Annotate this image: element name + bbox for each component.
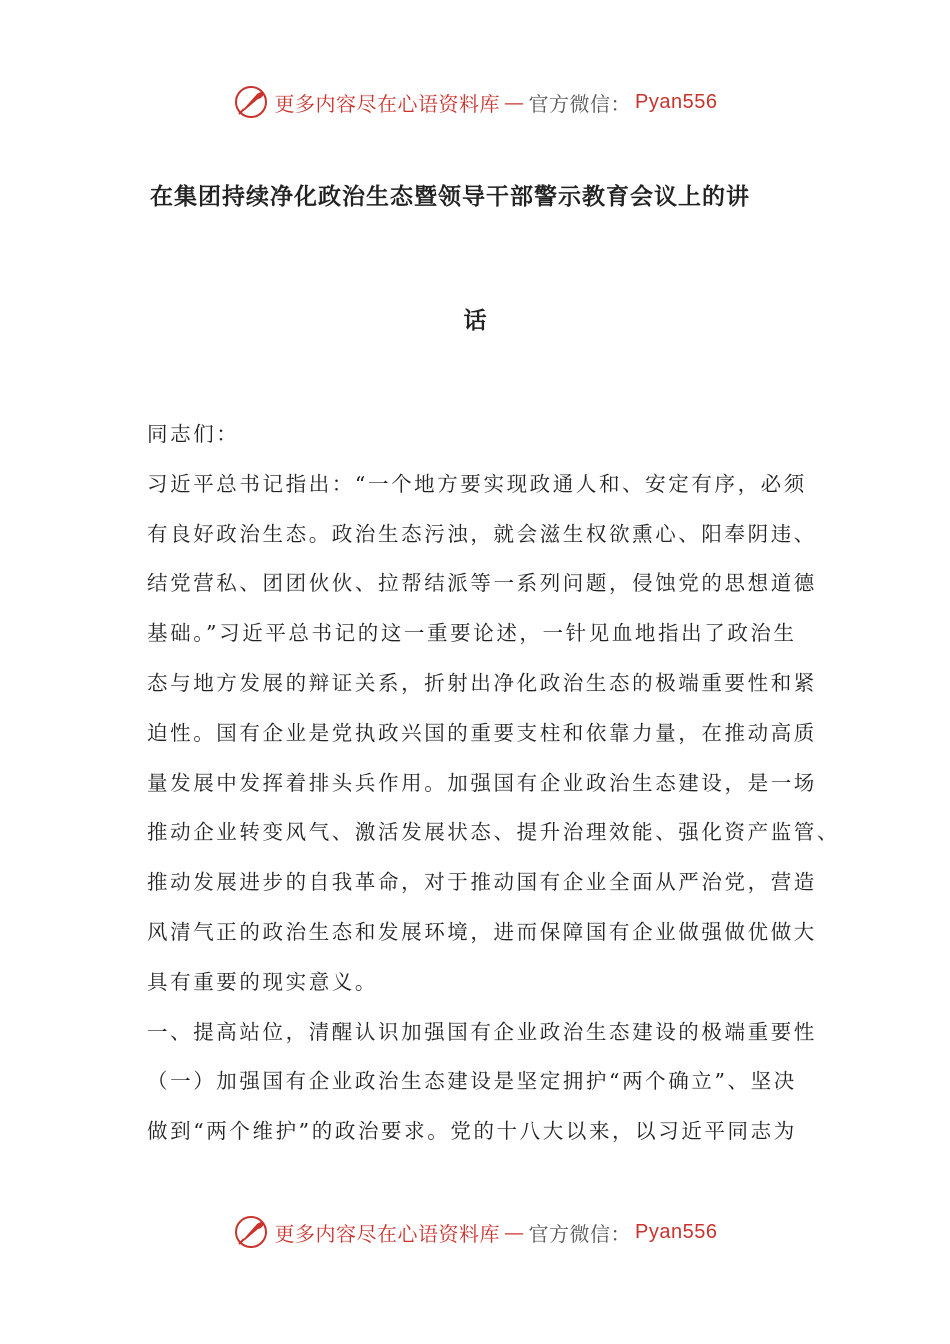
banner-wechat-id: Pyan556 — [635, 1220, 718, 1243]
banner-dash: — — [504, 90, 525, 114]
text-line: 推动发展进步的自我革命，对于推动国有企业全面从严治党，营造 — [147, 870, 817, 895]
banner-official-label: 官方微信： — [528, 1221, 632, 1246]
footer-banner — [0, 1212, 950, 1252]
document-title-line1: 在集团持续净化政治生态暨领导干部警示教育会议上的讲 — [150, 184, 750, 210]
document-body — [147, 420, 840, 1167]
header-banner — [0, 82, 950, 122]
text-line: 有良好政治生态。政治生态污浊，就会滋生权欲熏心、阳奉阴违、 — [147, 521, 817, 546]
section-heading: 一、提高站位，清醒认识加强国有企业政治生态建设的极端重要性 — [147, 1019, 817, 1044]
banner-main-text: 更多内容尽在心语资料库 — [274, 1221, 501, 1246]
text-line: 态与地方发展的辩证关系，折射出净化政治生态的极端重要性和紧 — [147, 670, 817, 695]
text-line: 具有重要的现实意义。 — [147, 969, 378, 994]
text-line: 习近平总书记指出：“一个地方要实现政通人和、安定有序，必须 — [147, 471, 807, 496]
text-line: 做到“两个维护”的政治要求。党的十八大以来，以习近平同志为 — [147, 1119, 797, 1144]
banner-main-text: 更多内容尽在心语资料库 — [274, 91, 501, 116]
text-line: 量发展中发挥着排头兵作用。加强国有企业政治生态建设，是一场 — [147, 770, 817, 795]
document-title-line2: 话 — [463, 308, 487, 334]
text-line: 结党营私、团团伙伙、拉帮结派等一系列问题，侵蚀党的思想道德 — [147, 571, 817, 596]
text-line: 基础。”习近平总书记的这一重要论述，一针见血地指出了政治生 — [147, 621, 797, 646]
text-line: （一）加强国有企业政治生态建设是坚定拥护“两个确立”、坚决 — [147, 1069, 797, 1094]
banner-wechat-id: Pyan556 — [635, 90, 718, 113]
banner-official-label: 官方微信： — [528, 91, 632, 116]
quill-pen-icon — [233, 84, 269, 120]
text-line: 同志们： — [147, 422, 240, 446]
text-line: 推动企业转变风气、激活发展状态、提升治理效能、强化资产监管、 — [147, 820, 840, 845]
quill-pen-icon — [233, 1214, 269, 1250]
text-line: 风清气正的政治生态和发展环境，进而保障国有企业做强做优做大 — [147, 919, 817, 944]
banner-dash: — — [504, 1220, 525, 1244]
text-line: 迫性。国有企业是党执政兴国的重要支柱和依靠力量，在推动高质 — [147, 720, 817, 745]
